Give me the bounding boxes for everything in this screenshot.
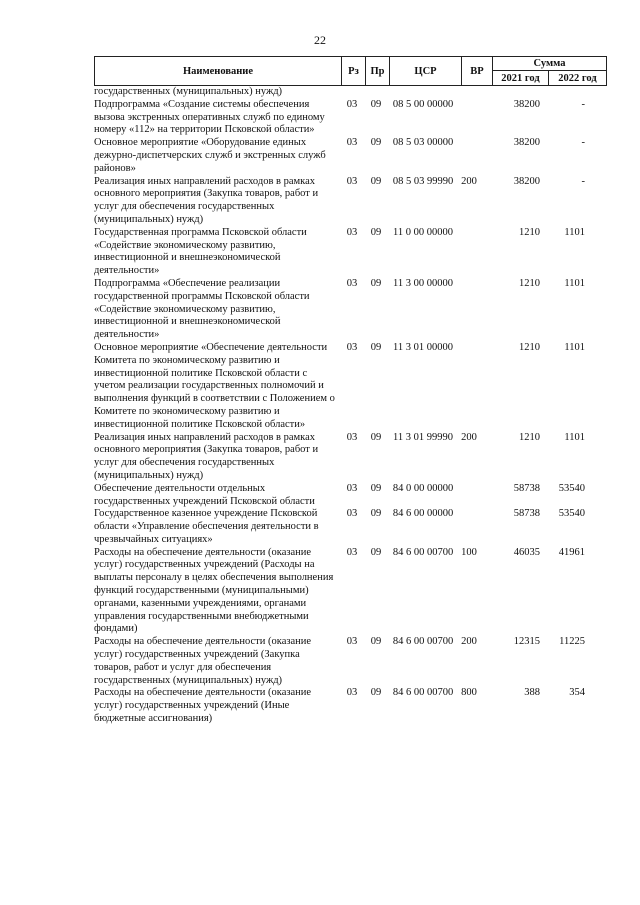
row-csr: 11 3 01 99990 [393,431,453,443]
row-pr: 09 [370,175,382,187]
row-pr: 09 [370,636,382,648]
header-sum: Сумма [492,57,606,71]
row-sum-2021: 46035 [513,546,540,558]
row-pr: 09 [370,482,382,494]
header-name: Наименование [183,65,253,77]
row-name: Реализация иных направлений расходов в рамках основного мероприятия (Закупка товаров, работ и услуг для обеспечения государственных (муниципальных) нужд) [94,431,319,481]
row-name: государственных (муниципальных) нужд) [94,86,283,97]
row-sum-2021: 1210 [519,431,540,443]
table-row [94,636,607,687]
row-sum-2022: 1101 [564,431,585,443]
row-sum-2021: 58738 [513,482,540,494]
row-vr [458,278,480,342]
row-sum-2022: - [581,175,585,187]
row-name: Государственное казенное учреждение Псковской области «Управление обеспечения деятельности в чрезвычайных ситуациях» [94,508,319,545]
row-csr: 84 0 00 00000 [392,482,454,494]
row-name: Подпрограмма «Создание системы обеспечения вызова экстренных оперативных служб по единому номеру «112» на территории Псковской области» [94,98,325,136]
row-vr [458,483,480,509]
row-sum-2022: 11225 [559,636,585,648]
row-csr: 11 3 01 00000 [393,341,453,353]
row-sum-2022: 1101 [564,341,585,353]
header-vr: ВР [461,57,492,85]
header-year-2022: 2022 год [548,71,606,85]
page-number: 22 [314,33,326,47]
row-name: Расходы на обеспечение деятельности (оказание услуг) государственных учреждений (Иные бюджетные ассигнования) [94,687,312,725]
row-name: Основное мероприятие «Оборудование единых дежурно-диспетчерских служб и экстренных служб районов» [94,137,326,174]
row-vr [458,99,480,137]
row-vr [458,227,480,278]
row-sum-2021: 58738 [513,508,540,520]
table-body [94,86,607,726]
row-rz: 03 [346,98,358,110]
row-sum-2022: 1101 [564,226,585,238]
row-name: Подпрограмма «Обеспечение реализации государственной программы Псковской области «Содействие экономическому развитию, инвестиционной и внешнеэкономической деятельности» [94,277,310,341]
row-sum-2021 [480,86,544,99]
row-name: Основное мероприятие «Обеспечение деятельности Комитета по экономическому развитию и инвестиционной политике Псковской области с учетом реализации государственных полномочий и выполнения функций в соответствии с Положением о Комитете по экономическому развитию и инвестиционной политике Псковской области» [94,341,335,430]
row-pr: 09 [370,98,382,110]
row-sum-2022: 354 [569,687,585,699]
table-row [94,137,607,175]
table-row [94,687,607,725]
row-rz: 03 [346,341,358,353]
row-csr: 11 3 00 00000 [393,277,453,289]
row-sum-2022: 1101 [564,277,585,289]
row-sum-2022: - [581,98,585,110]
row-sum-2021: 12315 [513,636,540,648]
row-vr: 100 [461,546,477,558]
row-name: Обеспечение деятельности отдельных государственных учреждений Псковской области [94,482,315,507]
row-rz: 03 [346,277,358,289]
row-pr: 09 [370,341,382,353]
row-name: Расходы на обеспечение деятельности (оказание услуг) государственных учреждений (Закупка товаров, работ и услуг для обеспечения государственных (муниципальных) нужд) [94,636,312,686]
row-csr: 08 5 03 99990 [392,175,454,187]
row-sum-2021: 38200 [513,137,540,149]
row-sum-2022: 41961 [558,546,585,558]
row-pr: 09 [370,226,382,238]
row-rz: 03 [346,687,358,699]
row-sum-2022: - [581,137,585,149]
row-pr: 09 [370,687,382,699]
row-vr: 200 [461,431,477,443]
row-rz: 03 [346,508,358,520]
row-pr: 09 [370,277,382,289]
table-row [94,176,607,227]
table-header [94,56,607,86]
header-year-2021: 2021 год [492,71,548,85]
row-pr: 09 [370,546,382,558]
row-rz: 03 [346,636,358,648]
row-sum-2022: 53540 [558,482,585,494]
row-rz: 03 [346,431,358,443]
row-csr: 08 5 03 00000 [392,137,454,149]
row-vr [458,86,480,99]
row-name: Реализация иных направлений расходов в рамках основного мероприятия (Закупка товаров, работ и услуг для обеспечения государственных (муниципальных) нужд) [94,175,319,225]
row-sum-2021: 1210 [519,277,540,289]
table-row [94,342,607,432]
row-name: Государственная программа Псковской области «Содействие экономическому развитию, инвестиционной и внешнеэкономической деятельности» [94,226,307,277]
row-sum-2021: 388 [524,687,540,699]
row-pr: 09 [370,508,382,520]
table-row [94,278,607,342]
header-csr: ЦСР [389,57,461,85]
row-vr: 200 [461,636,477,648]
row-rz: 03 [346,137,358,149]
row-csr: 11 0 00 00000 [393,226,453,238]
row-name: Расходы на обеспечение деятельности (оказание услуг) государственных учреждений (Расходы на выплаты персоналу в целях обеспечения выполнения функций государственными (муниципальными) органами, казенными учреждениями, органами управления государственными внебюджетными фондами) [94,546,334,635]
row-csr: 84 6 00 00700 [392,687,454,699]
row-vr: 800 [461,687,477,699]
row-rz: 03 [346,546,358,558]
row-pr: 09 [370,431,382,443]
row-vr [458,137,480,175]
row-vr: 200 [461,175,477,187]
row-rz: 03 [346,175,358,187]
row-sum-2021: 38200 [513,98,540,110]
row-sum-2022 [544,86,587,99]
header-pr: Пр [365,57,389,85]
table-row [94,432,607,483]
header-rz: Рз [341,57,365,85]
row-rz: 03 [346,482,358,494]
table-row [94,227,607,278]
row-sum-2021: 1210 [519,341,540,353]
row-pr [364,86,388,99]
row-sum-2021: 1210 [519,226,540,238]
row-sum-2022: 53540 [558,508,585,520]
row-csr [388,86,458,99]
table-row [94,86,607,99]
row-csr: 08 5 00 00000 [392,98,454,110]
row-vr [458,342,480,432]
table-row [94,508,607,546]
table-row [94,99,607,137]
table-row [94,547,607,637]
row-rz: 03 [346,226,358,238]
row-csr: 84 6 00 00000 [392,508,454,520]
row-sum-2021: 38200 [513,175,540,187]
row-rz [340,86,364,99]
table-row [94,483,607,509]
row-csr: 84 6 00 00700 [392,636,454,648]
row-vr [458,508,480,546]
row-pr: 09 [370,137,382,149]
row-csr: 84 6 00 00700 [392,546,454,558]
